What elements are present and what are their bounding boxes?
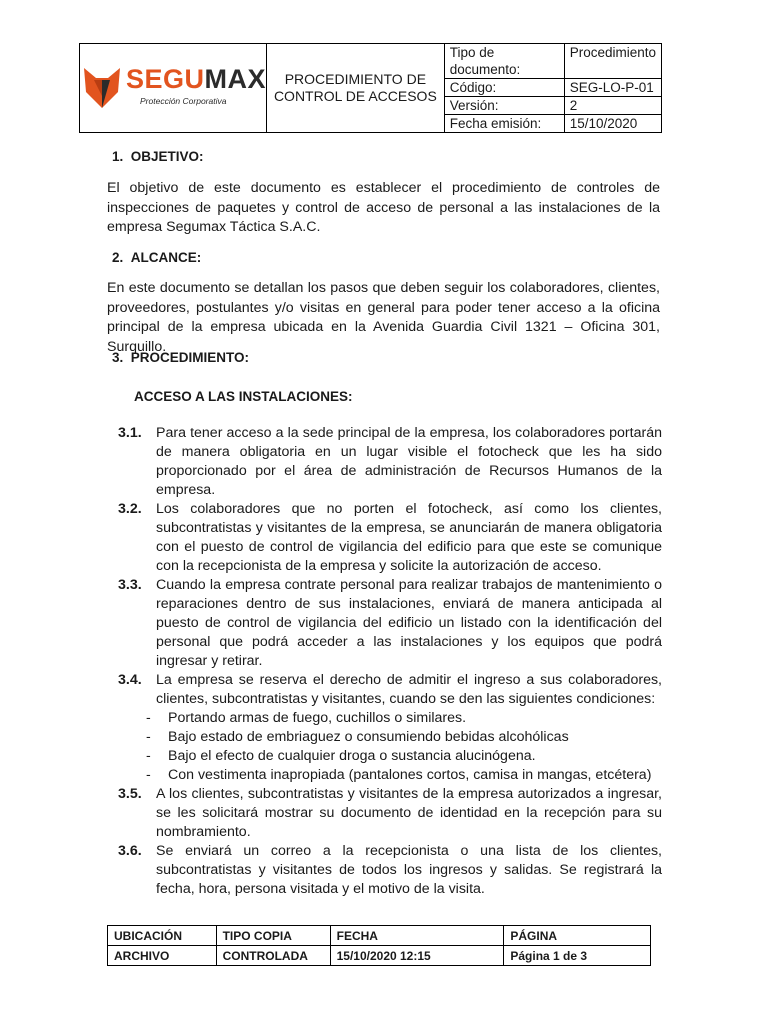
list-item — [118, 842, 662, 899]
field-value-codigo: SEG-LO-P-01 — [564, 79, 661, 97]
item-text: La empresa se reserva el derecho de admitir el ingreso a sus colaboradores, clientes, subcontratistas y visitantes, cuando se den las siguientes condiciones: — [156, 672, 662, 707]
item-number: 3.1. — [118, 425, 142, 441]
item-text: Los colaboradores que no porten el fotocheck, así como los clientes, subcontratistas y visitantes de la empresa, se anunciarán de manera obligatoria con el puesto de control de vigilancia del edificio para que este se comunique con la recepcionista de la empresa y solicite la autorización de acceso. — [156, 501, 662, 574]
condition-item — [118, 709, 662, 728]
field-value-fecha: 15/10/2020 — [564, 115, 661, 133]
bullet-dash: - — [146, 710, 151, 726]
condition-text: Bajo el efecto de cualquier droga o sustancia alucinógena. — [168, 748, 536, 764]
segumax-logo — [80, 66, 266, 110]
field-label-version: Versión: — [444, 97, 564, 115]
section-heading-objetivo: 1. OBJETIVO: — [112, 149, 204, 164]
document-header-table — [79, 43, 662, 133]
subheading-acceso: ACCESO A LAS INSTALACIONES: — [134, 389, 353, 404]
fox-shield-icon — [84, 66, 120, 110]
footer-value-fecha: 15/10/2020 12:15 — [330, 946, 504, 966]
paragraph-alcance: En este documento se detallan los pasos que deben seguir los colaboradores, clientes, proveedores, postulantes y/o visitas en general para poder tener acceso a la oficina principal de la empresa ubicada en la Avenida Guardia Civil 1321 – Oficina 301, Surquillo. — [107, 280, 660, 355]
field-label-fecha: Fecha emisión: — [444, 115, 564, 133]
brand-name: SEGUMAX — [126, 64, 267, 94]
item-text: Para tener acceso a la sede principal de la empresa, los colaboradores portarán de manera obligatoria en un lugar visible el fotocheck que les ha sido proporcionado por el área de administración de Recursos Humanos de la empresa. — [156, 425, 662, 498]
bullet-dash: - — [146, 729, 151, 745]
condition-text: Bajo estado de embriaguez o consumiendo bebidas alcohólicas — [168, 729, 569, 745]
item-text: A los clientes, subcontratistas y visitantes de la empresa autorizados a ingresar, se les solicitará mostrar su documento de identidad en la recepción para su nombramiento. — [156, 786, 662, 840]
logo-cell — [80, 44, 267, 133]
field-label-codigo: Código: — [444, 79, 564, 97]
bullet-dash: - — [146, 748, 151, 764]
bullet-dash: - — [146, 767, 151, 783]
brand-tagline: Protección Corporativa — [140, 96, 227, 106]
item-number: 3.6. — [118, 843, 142, 859]
procedure-list — [118, 424, 662, 899]
footer-value-tipo-copia: CONTROLADA — [216, 946, 330, 966]
footer-header-ubicacion: UBICACIÓN — [108, 926, 217, 946]
item-number: 3.3. — [118, 577, 142, 593]
field-value-version: 2 — [564, 97, 661, 115]
list-item — [118, 785, 662, 842]
paragraph-objetivo: El objetivo de este documento es establecer el procedimiento de controles de inspecciones de paquetes y control de acceso de personal a las instalaciones de la empresa Segumax Táctica S.A.C. — [107, 180, 660, 235]
footer-header-fecha: FECHA — [330, 926, 504, 946]
field-label-tipo: Tipo de documento: — [444, 44, 564, 79]
field-value-tipo: Procedimiento — [564, 44, 661, 79]
item-number: 3.5. — [118, 786, 142, 802]
section-heading-procedimiento: 3. PROCEDIMIENTO: — [112, 350, 250, 365]
document-footer-table — [107, 925, 651, 966]
footer-header-tipo-copia: TIPO COPIA — [216, 926, 330, 946]
list-item — [118, 424, 662, 500]
item-number: 3.2. — [118, 501, 142, 517]
footer-value-ubicacion: ARCHIVO — [108, 946, 217, 966]
condition-item — [118, 747, 662, 766]
document-title: PROCEDIMIENTO DE CONTROL DE ACCESOS — [267, 44, 445, 133]
list-item — [118, 500, 662, 576]
condition-text: Portando armas de fuego, cuchillos o similares. — [168, 710, 467, 726]
condition-item — [118, 766, 662, 785]
condition-text: Con vestimenta inapropiada (pantalones cortos, camisa in mangas, etcétera) — [168, 767, 652, 783]
item-number: 3.4. — [118, 672, 142, 688]
condition-item — [118, 728, 662, 747]
list-item — [118, 671, 662, 709]
footer-value-pagina: Página 1 de 3 — [504, 946, 651, 966]
item-text: Cuando la empresa contrate personal para realizar trabajos de mantenimiento o reparaciones dentro de sus instalaciones, enviará de manera anticipada al puesto de control de vigilancia del edificio un listado con la identificación del personal que podrá acceder a las instalaciones y los equipos que podrá ingresar y retirar. — [156, 577, 662, 669]
footer-header-pagina: PÁGINA — [504, 926, 651, 946]
section-heading-alcance: 2. ALCANCE: — [112, 250, 202, 265]
item-text: Se enviará un correo a la recepcionista o una lista de los clientes, subcontratistas y visitantes de todos los ingresos y salidas. Se registrará la fecha, hora, persona visitada y el motivo de la visita. — [156, 843, 662, 897]
list-item — [118, 576, 662, 671]
